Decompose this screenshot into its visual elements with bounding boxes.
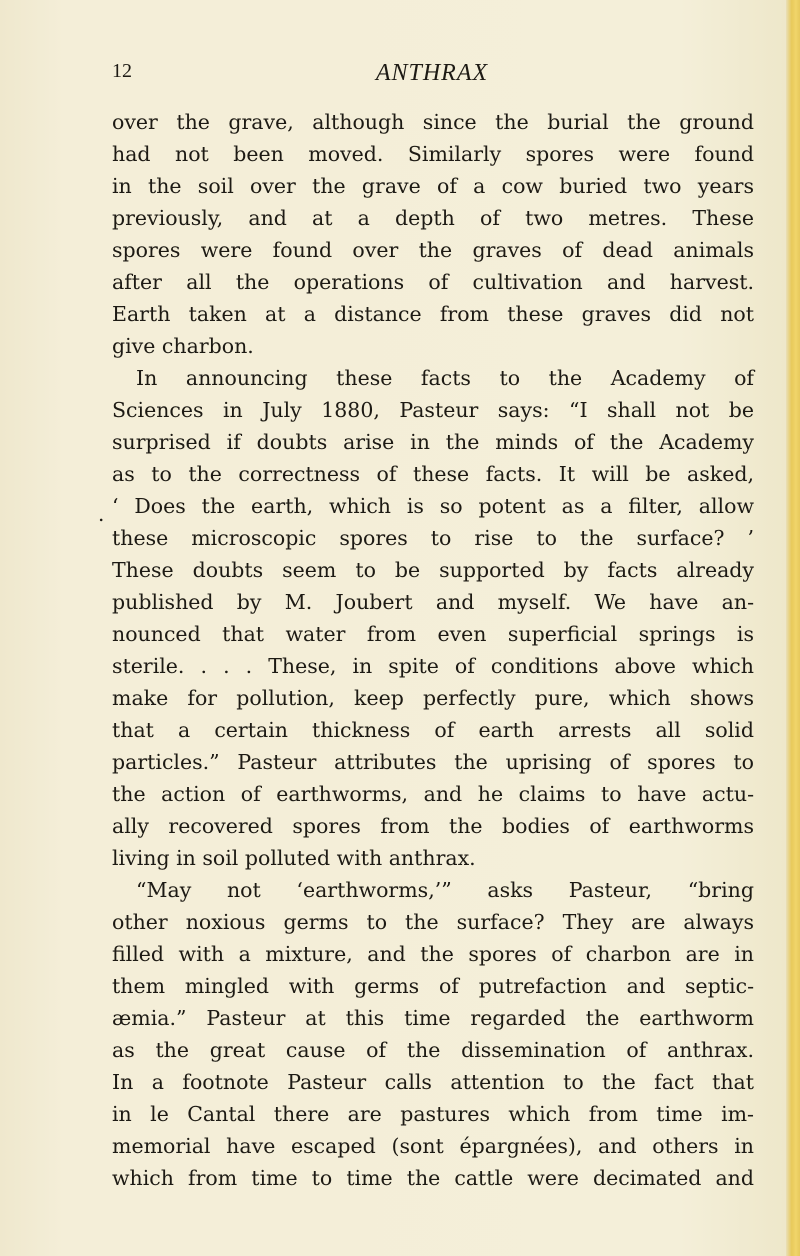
text-line: surprised if doubts arise in the minds of the Academy — [112, 430, 754, 454]
text-line: particles.” Pasteur attributes the uprising of spores to — [112, 750, 754, 774]
text-line: living in soil polluted with anthrax. — [112, 846, 476, 870]
text-line: æmia.” Pasteur at this time regarded the earthworm — [112, 1006, 754, 1030]
text-line: that a certain thickness of earth arrests all solid — [112, 718, 754, 742]
text-line: after all the operations of cultivation and harvest. — [112, 270, 754, 294]
body-text — [112, 106, 754, 1194]
text-line: over the grave, although since the burial the ground — [112, 110, 754, 134]
page-edge — [786, 0, 800, 1256]
running-title: ANTHRAX — [375, 60, 489, 86]
text-line: previously, and at a depth of two metres. These — [112, 206, 754, 230]
text-line: published by M. Joubert and myself. We have an- — [112, 590, 754, 614]
text-line: in le Cantal there are pastures which from time im- — [112, 1102, 754, 1126]
margin-mark: . — [98, 502, 105, 526]
text-line: these microscopic spores to rise to the surface? ’ — [112, 526, 754, 550]
text-line: give charbon. — [112, 334, 254, 358]
text-line: spores were found over the graves of dead animals — [112, 238, 754, 262]
text-line: In announcing these facts to the Academy of — [136, 366, 754, 390]
text-line: in the soil over the grave of a cow buried two years — [112, 174, 754, 198]
text-line: sterile. . . . These, in spite of conditions above which — [112, 654, 754, 678]
text-line: ally recovered spores from the bodies of earthworms — [112, 814, 754, 838]
text-line: ‘ Does the earth, which is so potent as a filter, allow — [112, 494, 754, 518]
text-line: nounced that water from even superficial springs is — [112, 622, 754, 646]
text-line: “May not ‘earthworms,’” asks Pasteur, “bring — [136, 878, 754, 902]
text-line: as the great cause of the dissemination of anthrax. — [112, 1038, 754, 1062]
page-header — [112, 60, 752, 92]
text-line: memorial have escaped (sont épargnées), and others in — [112, 1134, 754, 1158]
text-line: other noxious germs to the surface? They are always — [112, 910, 754, 934]
page-number: 12 — [112, 60, 132, 82]
text-line: had not been moved. Similarly spores were found — [112, 142, 754, 166]
text-line: make for pollution, keep perfectly pure, which shows — [112, 686, 754, 710]
text-line: Earth taken at a distance from these graves did not — [112, 302, 754, 326]
text-line: filled with a mixture, and the spores of charbon are in — [112, 942, 754, 966]
text-line: them mingled with germs of putrefaction and septic- — [112, 974, 754, 998]
text-line: the action of earthworms, and he claims to have actu- — [112, 782, 754, 806]
text-line: which from time to time the cattle were decimated and — [112, 1166, 754, 1190]
text-line: These doubts seem to be supported by facts already — [112, 558, 754, 582]
text-line: Sciences in July 1880, Pasteur says: “I shall not be — [112, 398, 754, 422]
text-line: In a footnote Pasteur calls attention to the fact that — [112, 1070, 754, 1094]
text-line: as to the correctness of these facts. It will be asked, — [112, 462, 754, 486]
